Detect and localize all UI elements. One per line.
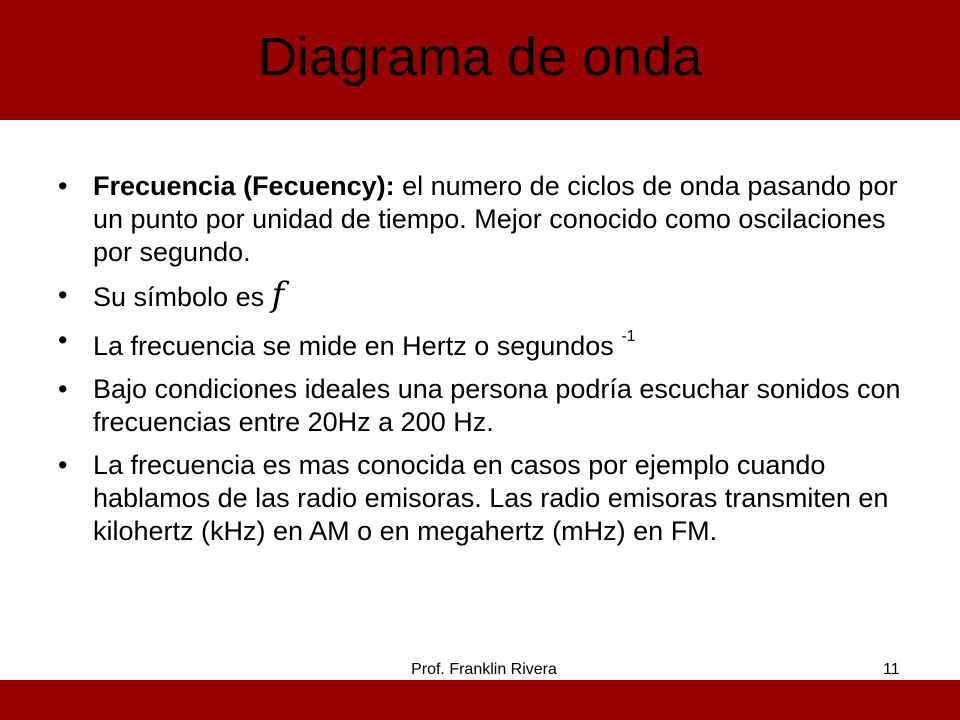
bullet-symbol xyxy=(58,275,918,315)
bullet-text: Bajo condiciones ideales una persona podría escuchar sonidos con frecuencias entre 20Hz a 200 Hz. xyxy=(93,374,901,437)
page-number: 11 xyxy=(883,661,900,678)
bullet-marker: • xyxy=(58,374,68,404)
bullet-text: La frecuencia se mide en Hertz o segundos xyxy=(93,331,622,361)
bullet-lead-term: Frecuencia (Fecuency): xyxy=(93,171,395,201)
bullet-radio-example xyxy=(58,449,918,548)
footer-bar xyxy=(0,680,960,720)
slide-title: Diagrama de onda xyxy=(257,27,703,87)
bullet-hearing-range xyxy=(58,373,918,439)
slide-content xyxy=(58,170,918,558)
bullet-text: Su símbolo es xyxy=(93,282,272,312)
bullet-frequency-definition xyxy=(58,170,918,269)
bullet-marker: • xyxy=(58,450,68,480)
frequency-symbol: f xyxy=(271,275,285,315)
unit-exponent: -1 xyxy=(621,328,636,345)
bullet-marker: • xyxy=(58,171,68,201)
bullet-text: el numero de ciclos de onda pasando por un punto por unidad de tiempo. Mejor conocido como oscilaciones por segundo. xyxy=(93,171,898,267)
bullet-text: La frecuencia es mas conocida en casos por ejemplo cuando hablamos de las radio emisoras. Las radio emisoras transmiten en kilohertz (kHz) en AM o en megahertz (mHz) en FM. xyxy=(93,450,889,546)
footer-author: Prof. Franklin Rivera xyxy=(396,660,572,680)
bullet-unit xyxy=(58,324,918,363)
bullet-marker: • xyxy=(58,325,68,355)
bullet-marker: • xyxy=(58,280,68,310)
